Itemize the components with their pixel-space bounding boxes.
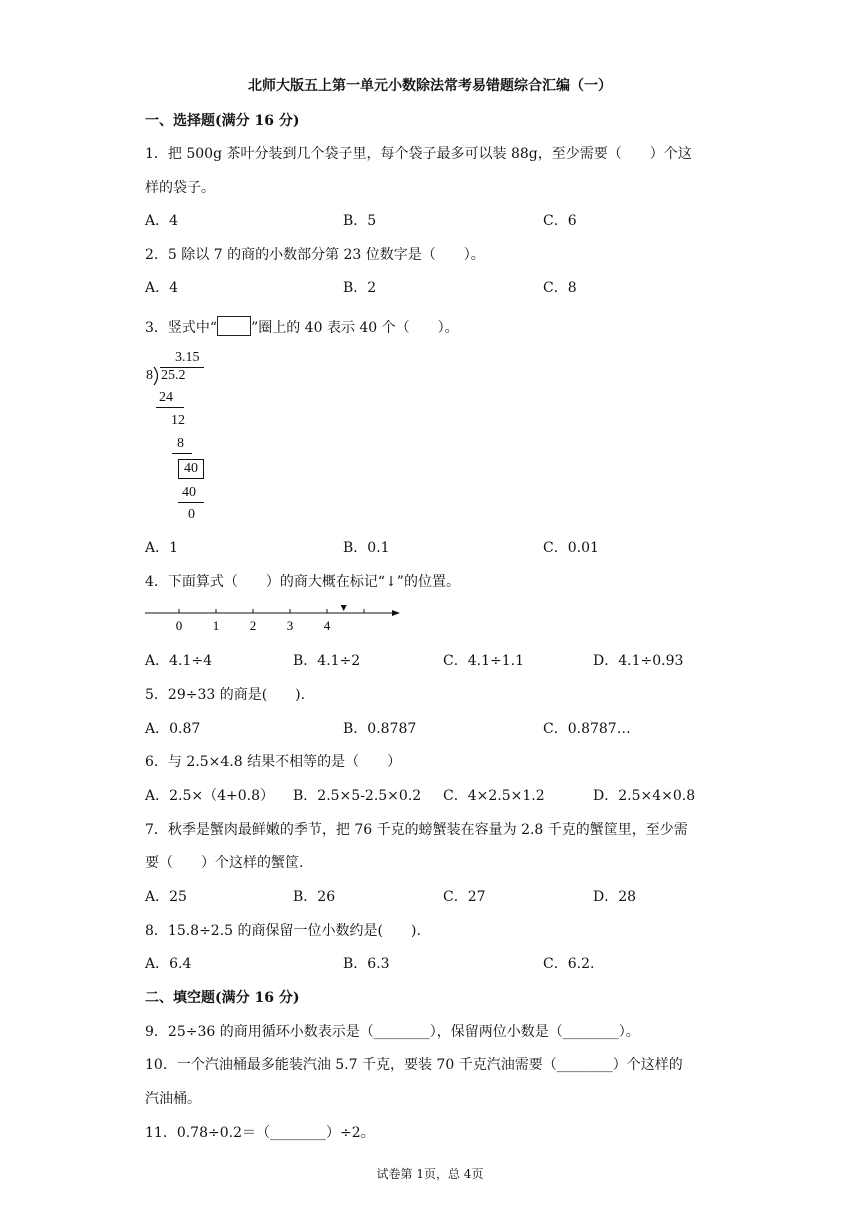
q6-option-b[interactable]: B．2.5×5-2.5×0.2 [293,788,422,804]
question-3-text-before: 3．竖式中“ [145,320,218,336]
number-line-label: 3 [286,618,294,633]
q3-option-a[interactable]: A．1 [145,540,179,556]
q7-option-a[interactable]: A．25 [145,889,187,905]
q1-option-b[interactable]: B．5 [343,213,377,229]
question-11: 11．0.78÷0.2＝（________）÷2。 [145,1125,375,1141]
question-7-line2: 要（ ）个这样的蟹筐. [145,855,304,871]
section-fill: 二、填空题(满分 16 分) [145,990,300,1006]
division-quotient: 3.15 [175,350,200,365]
number-line-label: 0 [175,618,183,633]
q6-option-c[interactable]: C．4×2.5×1.2 [443,788,545,804]
division-boxed-40: 40 [178,459,204,479]
q8-option-b[interactable]: B．6.3 [343,956,390,972]
division-step-3-line [172,453,192,454]
number-line-label: 4 [323,618,331,633]
question-8: 8．15.8÷2.5 的商保留一位小数约是( ). [145,923,421,939]
q1-option-c[interactable]: C．6 [543,213,577,229]
division-step-1-line [156,407,184,408]
q5-option-b[interactable]: B．0.8787 [343,721,417,737]
q3-option-b[interactable]: B．0.1 [343,540,390,556]
question-1-line1: 1．把 500g 茶叶分装到几个袋子里，每个袋子最多可以装 88g，至少需要（ ）个这 [145,146,692,162]
q7-option-d[interactable]: D．28 [593,889,637,905]
number-line-label: 2 [249,618,257,633]
number-line [140,600,410,636]
question-10-line2: 汽油桶。 [145,1091,201,1107]
q2-option-a[interactable]: A．4 [145,280,179,296]
division-step-5-line [178,502,204,503]
question-6: 6．与 2.5×4.8 结果不相等的是（ ） [145,754,402,770]
question-3-text-after: ”圈上的 40 表示 40 个（ ）。 [251,320,459,336]
division-step-1: 24 [159,390,173,405]
q4-option-d[interactable]: D．4.1÷0.93 [593,653,684,669]
q7-option-c[interactable]: C．27 [443,889,486,905]
q1-option-a[interactable]: A．4 [145,213,179,229]
question-3 [145,316,459,337]
question-1-line2: 样的袋子。 [145,180,215,196]
q6-option-d[interactable]: D．2.5×4×0.8 [593,788,696,804]
question-10-line1: 10．一个汽油桶最多能装汽油 5.7 千克，要装 70 千克汽油需要（________）个这样的 [145,1057,683,1073]
division-step-3: 8 [177,436,184,451]
number-line-label: 1 [212,618,220,633]
division-divisor: 8 [146,368,153,383]
question-2: 2．5 除以 7 的商的小数部分第 23 位数字是（ ）。 [145,247,485,263]
division-dividend: 25.2 [161,368,186,383]
division-remainder: 0 [188,507,195,522]
question-4: 4．下面算式（ ）的商大概在标记“↓”的位置。 [145,574,460,590]
q8-option-c[interactable]: C．6.2. [543,956,595,972]
question-5: 5．29÷33 的商是( ). [145,687,306,703]
inline-box-icon [217,316,251,336]
down-arrow-marker-icon [341,605,347,611]
q5-option-c[interactable]: C．0.8787… [543,721,631,737]
q2-option-b[interactable]: B．2 [343,280,377,296]
page-title: 北师大版五上第一单元小数除法常考易错题综合汇编（一） [248,78,612,94]
q6-option-a[interactable]: A．2.5×（4+0.8） [145,788,275,804]
q2-option-c[interactable]: C．8 [543,280,577,296]
section-choice: 一、选择题(满分 16 分) [145,113,300,129]
division-step-2: 12 [171,413,185,428]
number-line-arrow-icon [392,610,400,616]
q4-option-a[interactable]: A．4.1÷4 [145,653,213,669]
page-footer: 试卷第 1页，总 4页 [376,1167,484,1181]
q4-option-c[interactable]: C．4.1÷1.1 [443,653,524,669]
q3-option-c[interactable]: C．0.01 [543,540,599,556]
q4-option-b[interactable]: B．4.1÷2 [293,653,361,669]
question-9: 9．25÷36 的商用循环小数表示是（________），保留两位小数是（________）。 [145,1024,640,1040]
q8-option-a[interactable]: A．6.4 [145,956,192,972]
q7-option-b[interactable]: B．26 [293,889,336,905]
question-7-line1: 7．秋季是蟹肉最鲜嫩的季节，把 76 千克的螃蟹装在容量为 2.8 千克的蟹筐里，至少需 [145,822,688,838]
q5-option-a[interactable]: A．0.87 [145,721,201,737]
division-step-5: 40 [182,485,196,500]
